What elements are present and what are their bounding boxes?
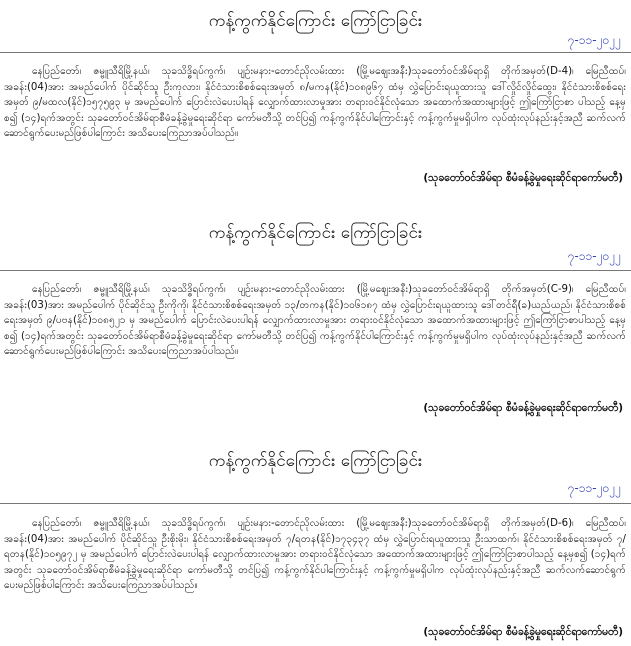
notice-date: ၇-၁၁-၂၀၂၂ bbox=[567, 481, 621, 495]
notice-body: နေပြည်တော်၊ ဇမ္ဗူသီရိမြို့နယ်၊ သုခသိဒ္ဓိရပ်ကွက်၊ ပျဉ်းမနား-တောင်ညိုလမ်းထား (မြို့မဈေးအနီး)သုခတော်ဝင်အိမ်ရာရှိ တိုက်အမှတ်(D-6)၊ မြေညီထပ်၊ အခန်း(04)အား အမည်ပေါက် ပိုင်ဆိုင်သူ ဦးစိုးမိုး၊ နိုင်ငံသားစိစစ်ရေးအမှတ် ၇/ရတန(နိုင်)၁၇၃၄၃၇ ထံမှ လွှဲပြောင်းရယူထားသူ ဦးသာထက်၊ နိုင်ငံသားစိစစ်ရေးအမှတ် ၇/ရတန(နိုင်)၁၀၅၉၇၂ မှ အမည်ပေါက် ပြောင်းလဲပေးပါရန် လျှောက်ထားလာမှုအား တရားဝင်နိုင်လုံသော အထောက်အထားများဖြင့် ဤကြော်ငြာစာပါသည့် နေ့မှစ၍ (၁၄)ရက်အတွင်း သုခတော်ဝင်အိမ်ရာစီမံခန့်ခွဲမှုရေးဆိုင်ရာ ကော်မတီသို့ တင်ပြ၍ ကန့်ကွက်နိုင်ပါကြောင်းနှင့် ကန့်ကွက်မှုမရှိပါက လုပ်ထုံးလုပ်နည်းနှင့်အညီ ဆက်လက်ဆောင်ရွက် ပေးမည်ဖြစ်ပါကြောင်း အသိပေးကြေညာအပ်ပါသည်။ bbox=[4, 518, 626, 591]
notice-signature: (သုခတော်ဝင်အိမ်ရာ စီမံခန့်ခွဲမှုရေးဆိုင်ရာကော်မတီ) bbox=[423, 402, 623, 414]
notice-body: နေပြည်တော်၊ ဇမ္ဗူသီရိမြို့နယ်၊ သုခသိဒ္ဓိရပ်ကွက်၊ ပျဉ်းမနား-တောင်ညိုလမ်းထား (မြို့မဈေးအနီး)သုခတော်ဝင်အိမ်ရာရှိ တိုက်အမှတ်(D-4)၊ မြေညီထပ်၊ အခန်း(04)အား အမည်ပေါက် ပိုင်ဆိုင်သူ ဦးကုလား၊ နိုင်ငံသားစိစစ်ရေးအမှတ် ၈/မကန(နိုင်)၁၀၈၉၆၇ ထံမှ လွှဲပြောင်းရယူထားသူ ဒေါ်လှိုင်လှိုင်ထွေး၊ နိုင်ငံသားစိစစ်ရေးအမှတ် ၉/မထလ(နိုင်)၁၅၇၅၉၃ မှ အမည်ပေါက် ပြောင်းလဲပေးပါရန် လျှောက်ထားလာမှုအား တရားဝင်နိုင်လုံသော အထောက်အထားများဖြင့် ဤကြော်ငြာစာ ပါသည့် နေ့မှစ၍ (၁၄)ရက်အတွင်း သုခတော်ဝင်အိမ်ရာစီမံခန့်ခွဲမှုရေးဆိုင်ရာ ကော်မတီသို့ တင်ပြ၍ ကန့်ကွက်နိုင်ပါကြောင်းနှင့် ကန့်ကွက်မှုမရှိပါက လုပ်ထုံးလုပ်နည်းနှင့်အညီ ဆက်လက် ဆောင်ရွက်ပေးမည်ဖြစ်ပါကြောင်း အသိပေးကြေညာအပ်ပါသည်။ bbox=[4, 66, 626, 139]
notice-title: ကန့်ကွက်နိုင်ကြောင်း ကြော်ငြာခြင်း bbox=[208, 223, 423, 243]
notice-date: ၇-၁၁-၂၀၂၂ bbox=[567, 33, 621, 47]
divider bbox=[0, 503, 631, 504]
notice-body: နေပြည်တော်၊ ဇမ္ဗူသီရိမြို့နယ်၊ သုခသိဒ္ဓိရပ်ကွက်၊ ပျဉ်းမနား-တောင်ညိုလမ်းထား (မြို့မဈေးအနီး)သုခတော်ဝင်အိမ်ရာရှိ တိုက်အမှတ်(C-9)၊ မြေညီထပ်၊ အခန်း(03)အား အမည်ပေါက် ပိုင်ဆိုင်သူ ဦးကိုကို၊ နိုင်ငံသားစိစစ်ရေးအမှတ် ၁၃/တကန(နိုင်)၁၀၆၁၈၇ ထံမှ လွှဲပြောင်းရယူထားသူ ဒေါ်တင်ရီ(ခ)ယည်ယည်၊ နိုင်ငံသားစိစစ်ရေးအမှတ် ၉/ပဗန(နိုင်)၁၀၈၅၂၁ မှ အမည်ပေါက် ပြောင်းလဲပေးပါရန် လျှောက်ထားလာမှုအား တရားဝင်နိုင်လုံသော အထောက်အထားများဖြင့် ဤကြော်ငြာစာပါသည့် နေ့မှစ၍ (၁၄)ရက်အတွင်း သုခတော်ဝင်အိမ်ရာစီမံခန့်ခွဲမှုရေးဆိုင်ရာ ကော်မတီသို့ တင်ပြ၍ ကန့်ကွက်နိုင်ပါကြောင်းနှင့် ကန့်ကွက်မှုမရှိပါက လုပ်ထုံးလုပ်နည်းနှင့်အညီ ဆက်လက် ဆောင်ရွက်ပေးမည်ဖြစ်ပါကြောင်း အသိပေးကြေညာအပ်ပါသည်။ bbox=[4, 284, 626, 357]
divider bbox=[0, 52, 631, 53]
divider bbox=[0, 270, 631, 271]
notice-signature: (သုခတော်ဝင်အိမ်ရာ စီမံခန့်ခွဲမှုရေးဆိုင်ရာကော်မတီ) bbox=[423, 626, 623, 638]
notice-title: ကန့်ကွက်နိုင်ကြောင်း ကြော်ငြာခြင်း bbox=[208, 11, 423, 31]
notice-signature: (သုခတော်ဝင်အိမ်ရာ စီမံခန့်ခွဲမှုရေးဆိုင်ရာကော်မတီ) bbox=[423, 172, 623, 184]
notice-title: ကန့်ကွက်နိုင်ကြောင်း ကြော်ငြာခြင်း bbox=[208, 451, 423, 471]
notice-date: ၇-၁၁-၂၀၂၂ bbox=[567, 249, 621, 263]
